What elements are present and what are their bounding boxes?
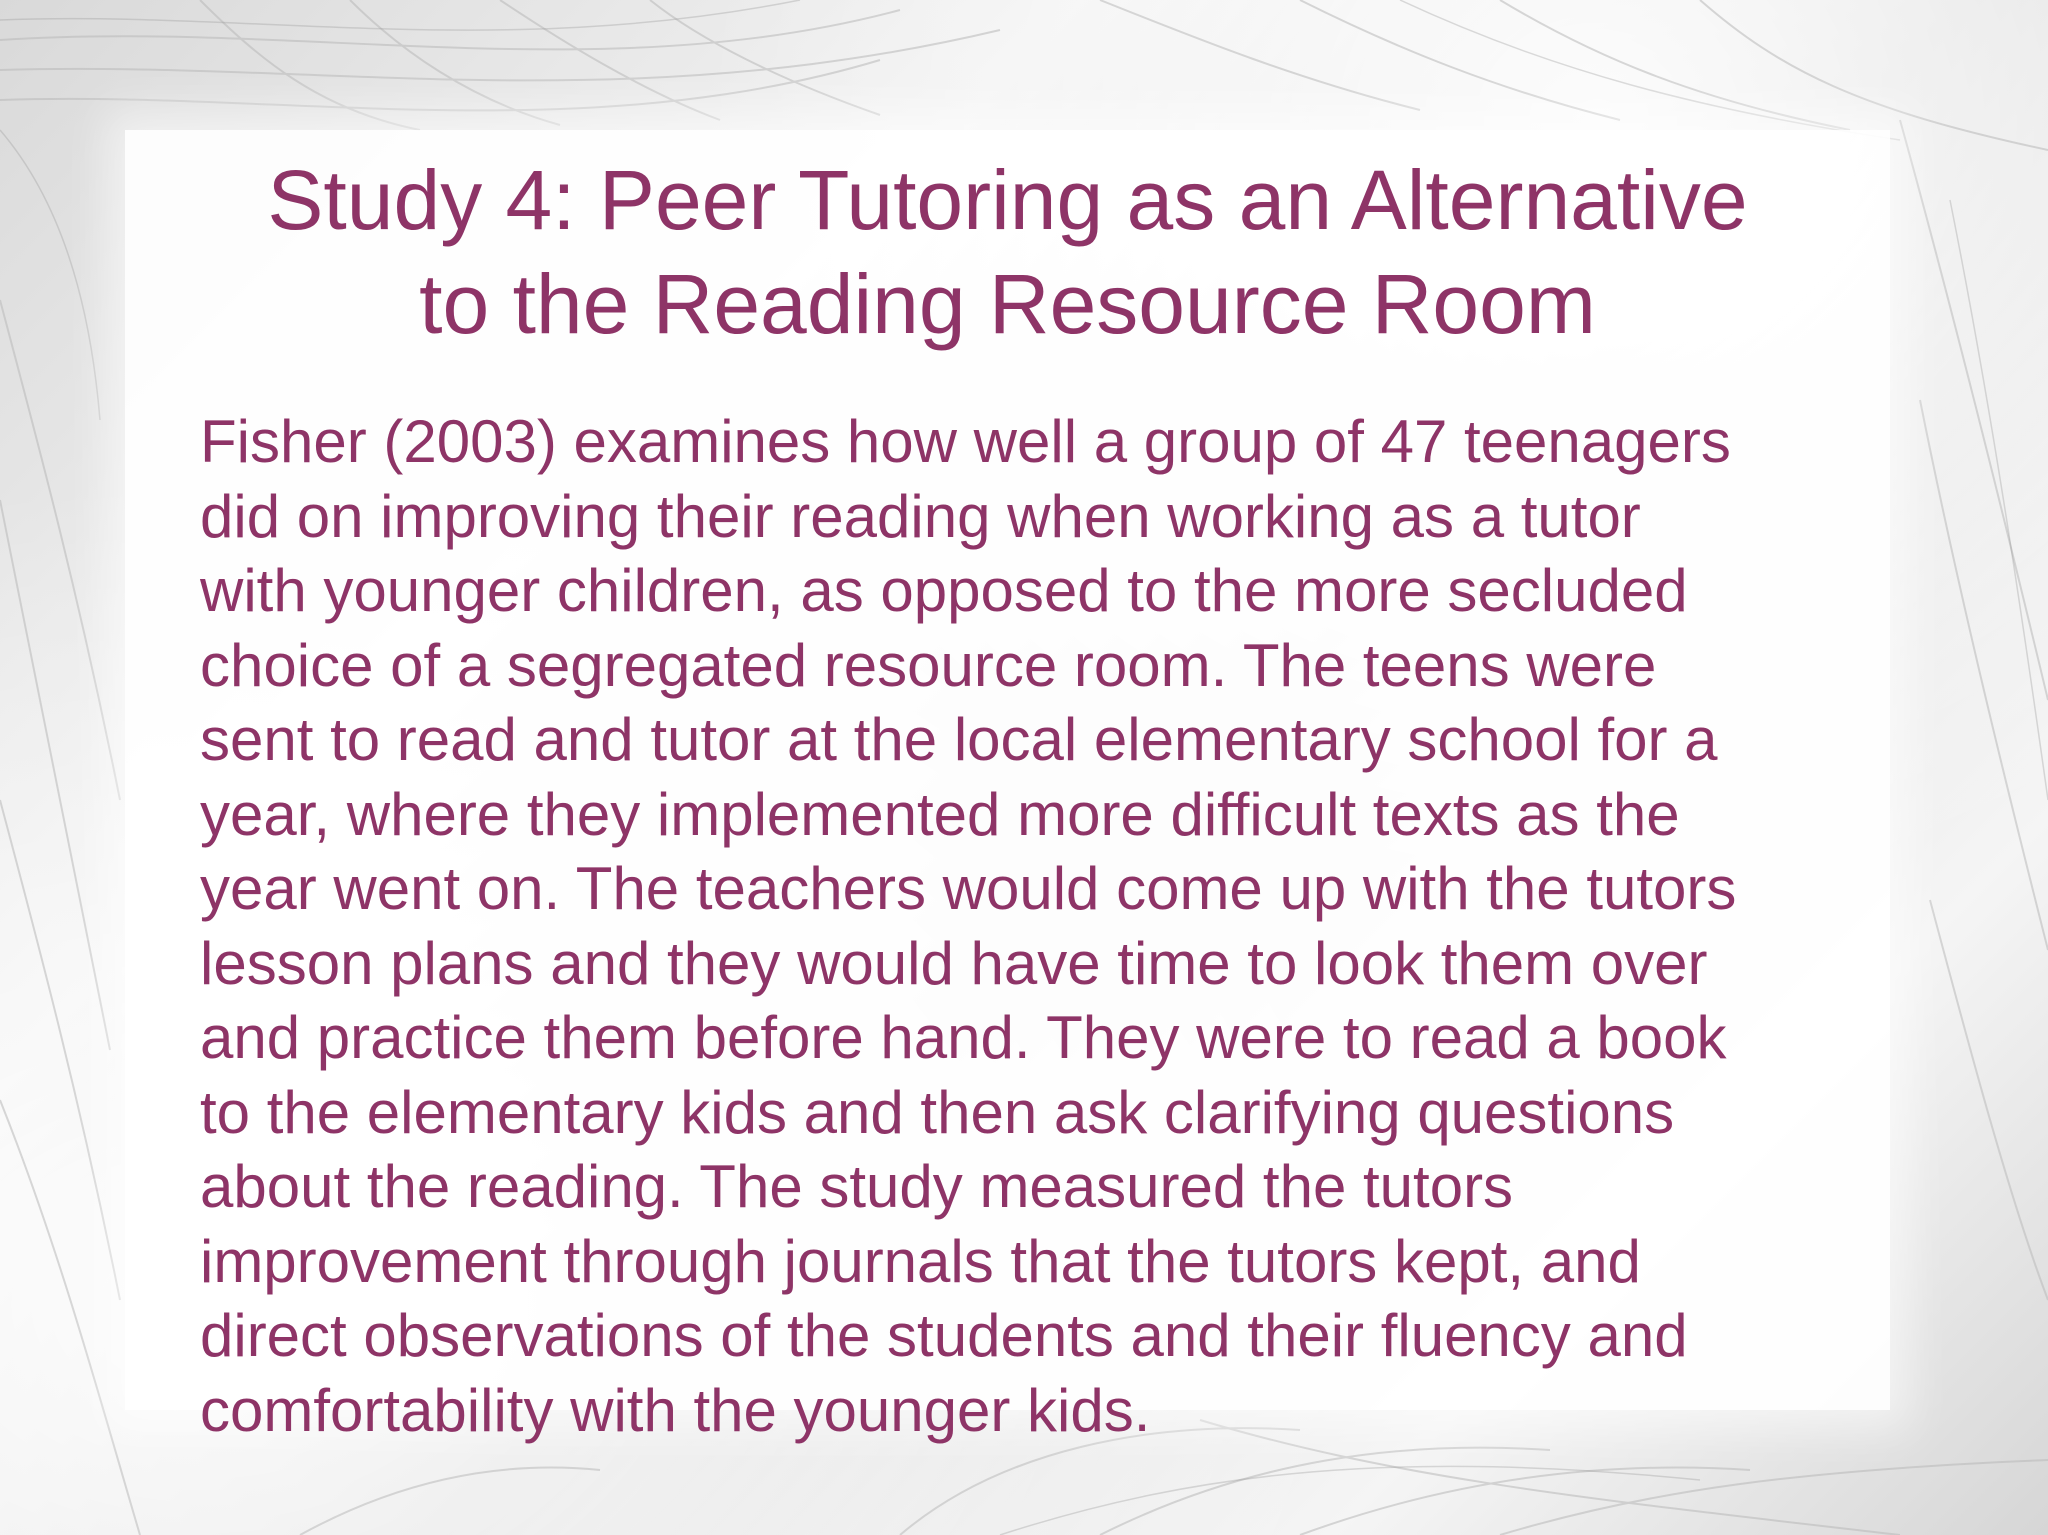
slide-body-text: Fisher (2003) examines how well a group of 47 teenagers did on improving their reading when working as a tutor with younger children, as opposed to the more secluded choice of a segregated resource room. The teens were sent to read and tutor at the local elementary school for a year, where they implemented more difficult texts as the year went on. The teachers would come up with the tutors lesson plans and they would have time to look them over and practice them before hand. They were to read a book to the elementary kids and then ask clarifying questions about the reading. The study measured the tutors improvement through journals that the tutors kept, and direct observations of the students and their fluency and comfortability with the younger kids.	[200, 408, 1737, 1444]
slide-title: Study 4: Peer Tutoring as an Alternative to the Reading Resource Room	[267, 153, 1748, 351]
